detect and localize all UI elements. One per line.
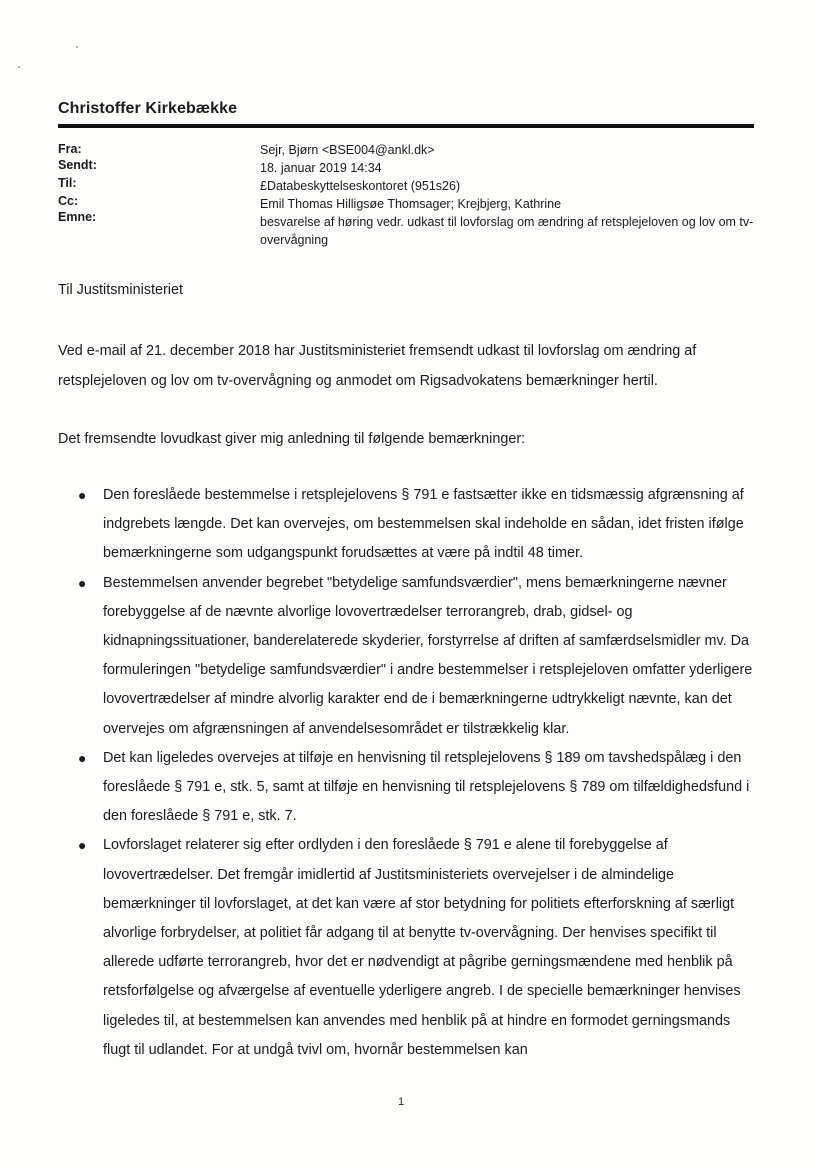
scan-speck [76, 46, 78, 48]
list-item-text: Bestemmelsen anvender begrebet "betydelige samfundsværdier", mens bemærkningerne nævner forebyggelse af de nævnte alvorlige lovovertrædelser terrorangreb, drab, gidsel- og kidnapningssituationer, banderelaterede skyderier, forstyrrelse af driften af samfærdselsmidler mv. Da formuleringen "betydelige samfundsværdier" i andre bestemmelser i retsplejeloven omfatter yderligere lovovertrædelser af mindre alvorlig karakter end de i bemærkningerne udtrykkeligt nævnte, kan det overvejes om afgrænsningen af anvendelsesområdet er tilstrækkelig klar. [103, 574, 753, 737]
header-label-subject: Emne: [58, 210, 97, 224]
header-value-to: £Databeskyttelseskontoret (951s26) [260, 179, 461, 193]
list-item-text: Lovforslaget relaterer sig efter ordlyden i den foreslåede § 791 e alene til forebyggelse af lovovertrædelser. Det fremgår imidlertid af Justitsministeriets overvejelser i de almindelige bemærkninger til lovforslaget, at det kan være af stor betydning for politiets efterforskning af særligt alvorlige forbrydelser, at politiet får adgang til at benytte tv-overvågning. Der henvises specifikt til allerede udførte terrorangreb, hvor det er nødvendigt at pågribe gerningsmændene med henblik på retsforfølgelse og afværgelse af eventuelle yderligere angreb. I de specielle bemærkninger henvises ligeledes til, at bestemmelsen kan anvendes med henblik på at hindre en formodet gerningsmands flugt til udlandet. For at undgå tvivl om, hvornår bestemmelsen kan [103, 837, 741, 1058]
header-value-subject: besvarelse af høring vedr. udkast til lovforslag om ændring af retsplejeloven og lov om tv-overvågning [260, 215, 754, 247]
bullet-icon: ● [78, 837, 87, 854]
header-divider [58, 124, 754, 128]
header-label-from: Fra: [58, 142, 82, 156]
list-item-text: Det kan ligeledes overvejes at tilføje en henvisning til retsplejelovens § 189 om tavshedspålæg i den foreslåede § 791 e, stk. 5, samt at tilføje en henvisning til retsplejelovens § 789 om tilfældighedsfund i den foreslåede § 791 e, stk. 7. [103, 749, 750, 825]
sender-name: Christoffer Kirkebække [58, 100, 238, 117]
bullet-icon: ● [78, 487, 87, 503]
intro-paragraph: Ved e-mail af 21. december 2018 har Justitsministeriet fremsendt udkast til lovforslag om ændring af retsplejeloven og lov om tv-overvågning og anmodet om Rigsadvokatens bemærkninger hertil. [58, 343, 697, 389]
salutation: Til Justitsministeriet [58, 282, 184, 298]
header-value-from: Sejr, Bjørn <BSE004@ankl.dk> [260, 143, 435, 157]
page-number: 1 [398, 1096, 405, 1108]
list-item [78, 481, 758, 569]
remarks-list [78, 481, 758, 1065]
header-label-sent: Sendt: [58, 158, 97, 172]
list-item [78, 569, 758, 744]
header-value-sent: 18. januar 2019 14:34 [260, 161, 382, 175]
list-item [78, 831, 758, 1065]
header-label-to: Til: [58, 176, 77, 190]
lead-paragraph: Det fremsendte lovudkast giver mig anledning til følgende bemærkninger: [58, 431, 526, 447]
list-item-text: Den foreslåede bestemmelse i retsplejelovens § 791 e fastsætter ikke en tidsmæssig afgrænsning af indgrebets længde. Det kan overvejes, om bestemmelsen skal indeholde en sådan, idet fristen ifølge bemærkningerne som udgangspunkt forudsættes at være på indtil 48 timer. [103, 487, 744, 562]
list-item [78, 744, 758, 832]
header-value-cc: Emil Thomas Hilligsøe Thomsager; Krejbjerg, Kathrine [260, 197, 562, 211]
bullet-icon: ● [78, 749, 87, 766]
scan-speck [18, 66, 20, 68]
bullet-icon: ● [78, 574, 87, 591]
header-label-cc: Cc: [58, 194, 79, 208]
